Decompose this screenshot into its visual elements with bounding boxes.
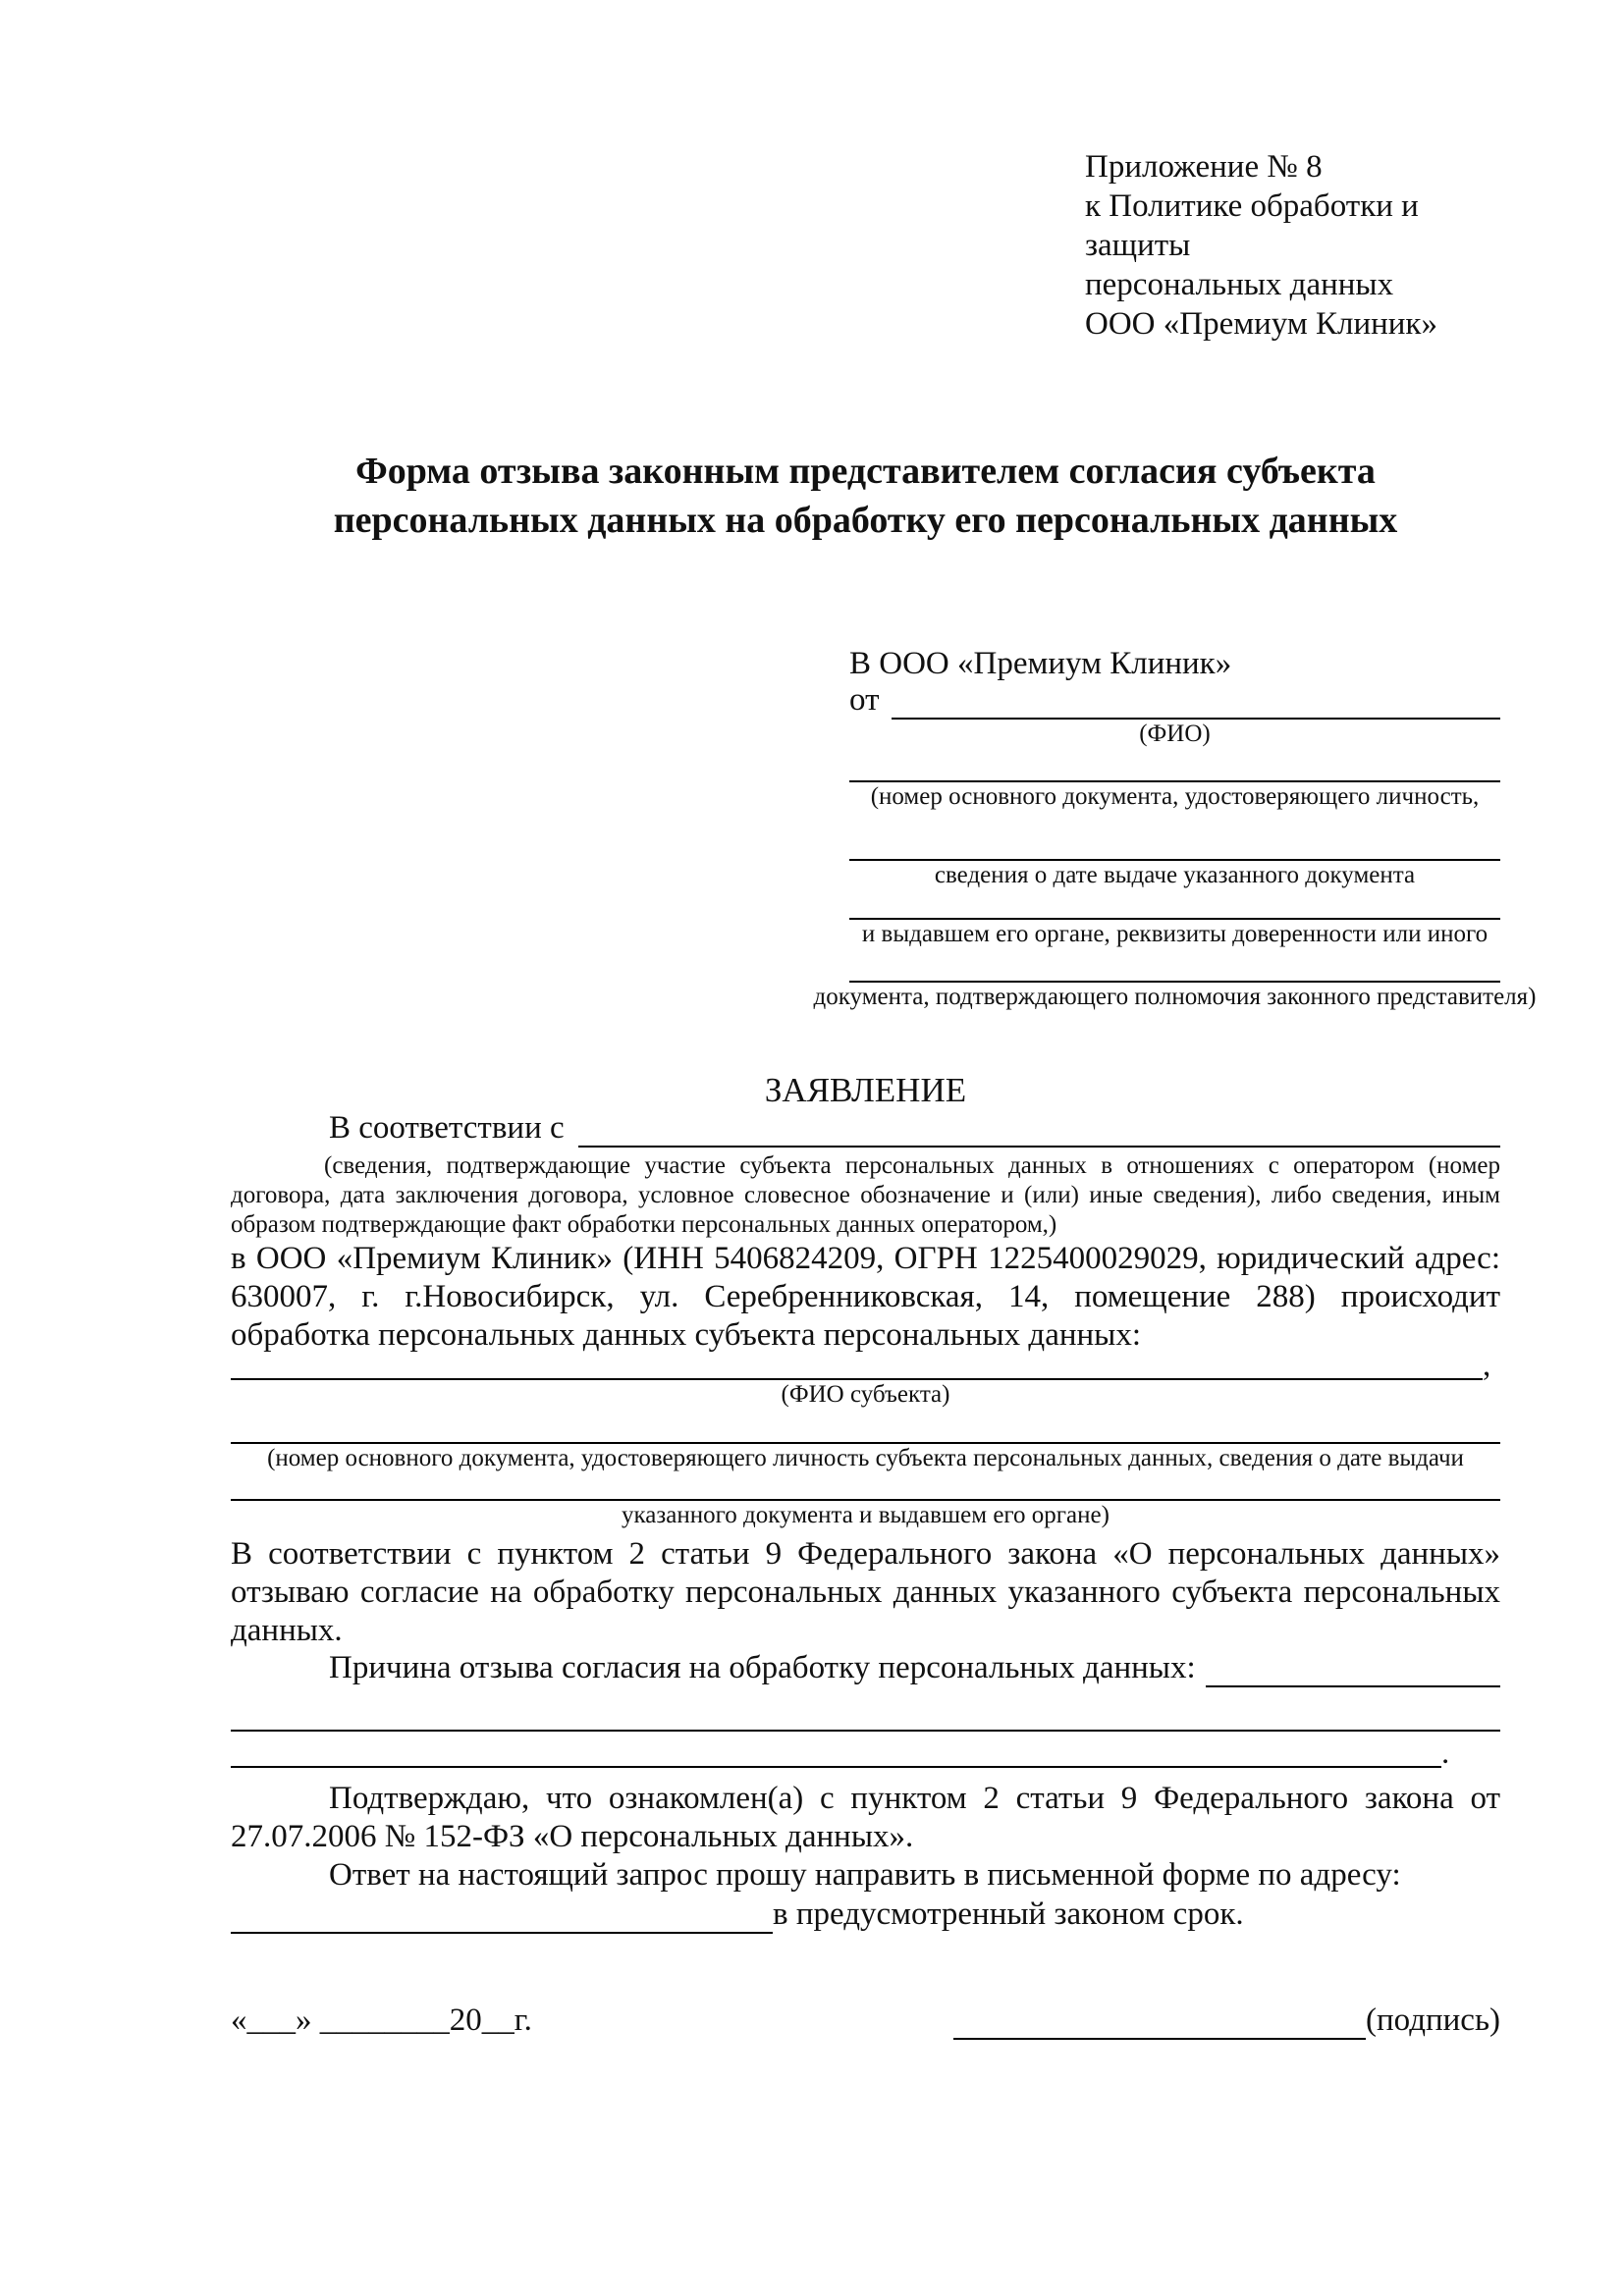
- basis-input-line[interactable]: [578, 1116, 1500, 1148]
- acknowledge-paragraph: Подтверждаю, что ознакомлен(а) с пунктом 2 статьи 9 Федерального закона от 27.07.2006 № 152-ФЗ «О персональных данных».: [231, 1781, 1500, 1854]
- addressee-block: [813, 643, 1537, 1012]
- subject-fio-caption: (ФИО субъекта): [781, 1381, 950, 1408]
- reply-paragraph: Ответ на настоящий запрос прошу направить в письменной форме по адресу:: [329, 1857, 1401, 1893]
- withdraw-paragraph: В соответствии с пунктом 2 статьи 9 Федерального закона «О персональных данных» отзываю согласие на обработку персональных данных указанного субъекта персональных данных.: [231, 1536, 1500, 1648]
- reply-suffix: в предусмотренный законом срок.: [773, 1896, 1244, 1932]
- fio-caption: (ФИО): [1139, 721, 1211, 747]
- reason-extra-row-2: [231, 1732, 1500, 1771]
- statement-heading: ЗАЯВЛЕНИЕ: [764, 1071, 967, 1109]
- intro-label: В соответствии с: [329, 1110, 565, 1146]
- doc-authority-caption: и выдавшем его органе, реквизиты доверенности или иного: [861, 921, 1489, 947]
- subject-doc-row-2: [231, 1473, 1500, 1501]
- title-line-1: Форма отзыва законным представителем согласия субъекта: [355, 451, 1376, 492]
- appendix-line: персональных данных: [1085, 267, 1394, 302]
- reason-extra-row-1: [231, 1687, 1500, 1732]
- from-label: от: [849, 682, 880, 718]
- fio-input-line[interactable]: [892, 688, 1501, 720]
- intro-row: [231, 1110, 1500, 1148]
- addressee-to: В ООО «Премиум Клиник»: [849, 646, 1232, 681]
- subject-fio-row: [231, 1348, 1500, 1383]
- doc-issue-date-input-line[interactable]: [849, 812, 1500, 861]
- doc-issue-date-caption: сведения о дате выдаче указанного документа: [934, 862, 1416, 888]
- operator-paragraph: в ООО «Премиум Клиник» (ИНН 5406824209, ОГРН 1225400029029, юридический адрес: 630007, г. г.Новосибирск, ул. Серебренниковская, 14, помещение 288) происходит обработка персональных данных субъекта персональных данных:: [231, 1241, 1500, 1353]
- from-row: [849, 684, 1500, 720]
- subject-doc-caption-2: указанного документа и выдавшем его органе): [622, 1502, 1110, 1528]
- reply-address-row: [231, 1895, 1500, 1934]
- representative-doc-caption: документа, подтверждающего полномочия законного представителя): [813, 984, 1537, 1010]
- reason-row: [231, 1650, 1500, 1687]
- signature-group: [953, 2001, 1500, 2040]
- trailing-period: .: [1441, 1735, 1450, 1771]
- reason-label: Причина отзыва согласия на обработку персональных данных:: [329, 1650, 1196, 1685]
- date-line[interactable]: «___» ________20__г.: [231, 2002, 532, 2038]
- intro-caption: (сведения, подтверждающие участие субъекта персональных данных в отношениях с оператором (номер договора, дата заключения договора, условное словесное обозначение и (или) иные сведения), либо сведения, иным образом подтверждающие факт обработки персональных данных оператором,): [231, 1152, 1500, 1238]
- signature-row: [231, 2001, 1500, 2040]
- title-line-2: персональных данных на обработку его персональных данных: [333, 500, 1398, 541]
- reply-address-input-line[interactable]: [231, 1900, 773, 1934]
- subject-doc-row-1: [231, 1410, 1500, 1444]
- signature-input-line[interactable]: [953, 2006, 1366, 2040]
- appendix-line: к Политике обработки и защиты: [1085, 188, 1419, 263]
- appendix-line: ООО «Премиум Клиник»: [1085, 306, 1437, 342]
- doc-number-caption: (номер основного документа, удостоверяющего личность,: [870, 783, 1480, 810]
- trailing-comma: ,: [1483, 1348, 1491, 1383]
- doc-authority-input-line[interactable]: [849, 890, 1500, 920]
- subject-doc-input-line-1[interactable]: [231, 1410, 1500, 1444]
- doc-number-input-line[interactable]: [849, 749, 1500, 782]
- signature-caption: (подпись): [1366, 2002, 1500, 2038]
- reason-extra-line-2[interactable]: [231, 1732, 1441, 1768]
- appendix-note: [1085, 147, 1500, 344]
- subject-doc-caption-1: (номер основного документа, удостоверяющего личность субъекта персональных данных, сведения о дате выдачи: [267, 1445, 1464, 1471]
- reason-input-line[interactable]: [1206, 1656, 1500, 1687]
- representative-doc-input-line[interactable]: [849, 949, 1500, 983]
- subject-fio-input-line[interactable]: [231, 1355, 1483, 1380]
- reason-extra-line-1[interactable]: [231, 1687, 1500, 1732]
- appendix-line: Приложение № 8: [1085, 149, 1323, 185]
- subject-doc-input-line-2[interactable]: [231, 1473, 1500, 1501]
- document-title: [231, 447, 1500, 545]
